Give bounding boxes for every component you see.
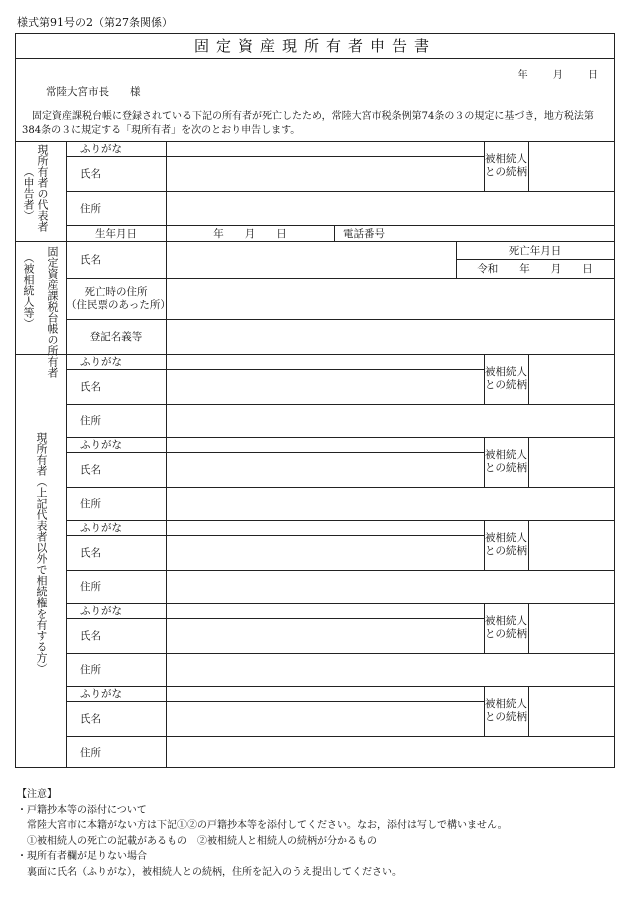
current-owners-section-label: 現所有者（上記代表者以外で相続権を有する方） bbox=[35, 432, 48, 674]
address-at-death-line2: （住民票のあった所） bbox=[66, 298, 171, 311]
death-date-label: 死亡年月日 bbox=[508, 244, 562, 257]
registered-name-label: 登記名義等 bbox=[89, 331, 143, 343]
owner-name-field[interactable] bbox=[166, 701, 484, 736]
note-item-2-text: 裏面に氏名（ふりがな），被相続人との続柄，住所を記入のうえ提出してください。 bbox=[27, 866, 402, 878]
owner-name-label: 氏名 bbox=[80, 464, 101, 476]
owner-address-label: 住所 bbox=[80, 747, 101, 759]
owner-furigana-label: ふりがな bbox=[80, 356, 122, 368]
owner-furigana-field[interactable] bbox=[166, 603, 484, 618]
owner-address-field[interactable] bbox=[166, 736, 614, 769]
owner-name-label: 氏名 bbox=[80, 713, 101, 725]
owner-relation-label: 被相続人との続柄 bbox=[485, 449, 527, 474]
notes-heading: 【注意】 bbox=[17, 789, 57, 800]
owner-name-field[interactable] bbox=[166, 452, 484, 487]
owner-address-label: 住所 bbox=[80, 664, 101, 676]
owner-name-field[interactable] bbox=[166, 535, 484, 570]
owner-furigana-label: ふりがな bbox=[80, 605, 122, 617]
rep-relation-label: 被相続人との続柄 bbox=[485, 153, 527, 178]
owner-name-label: 氏名 bbox=[80, 381, 101, 393]
note-item-1: ・戸籍抄本等の添付について bbox=[17, 804, 147, 816]
intro-text: 固定資産課税台帳に登録されている下記の所有者が死亡したため，常陸大宮市税条例第74条の３の規定に基づき，地方税法第384条の３に規定する「現所有者」を次のとおり申告します。 bbox=[22, 111, 594, 136]
owner-address-label: 住所 bbox=[80, 581, 101, 593]
owner-address-label: 住所 bbox=[80, 498, 101, 510]
owner-furigana-label: ふりがな bbox=[80, 522, 122, 534]
owner-furigana-field[interactable] bbox=[166, 520, 484, 535]
owner-relation-label: 被相続人との続柄 bbox=[485, 366, 527, 391]
rep-address-label: 住所 bbox=[80, 202, 101, 215]
rep-phone-label: 電話番号 bbox=[343, 227, 385, 240]
owner-name-field[interactable] bbox=[166, 618, 484, 653]
owner-name-label: 氏名 bbox=[80, 547, 101, 559]
owner-furigana-label: ふりがな bbox=[80, 688, 122, 700]
form-title: 固定資産現所有者申告書 bbox=[16, 34, 614, 59]
rep-furigana-label: ふりがな bbox=[80, 143, 122, 155]
owner-address-field[interactable] bbox=[166, 570, 614, 603]
note-item-2: ・現所有者欄が足りない場合 bbox=[17, 851, 147, 862]
address-at-death-line1: 死亡時の住所 bbox=[84, 285, 148, 298]
rep-birthdate-label: 生年月日 bbox=[95, 227, 137, 240]
owner-name-field[interactable] bbox=[166, 369, 484, 404]
owner-relation-label: 被相続人との続柄 bbox=[485, 532, 527, 557]
owner-furigana-label: ふりがな bbox=[80, 439, 122, 451]
owner-furigana-field[interactable] bbox=[166, 686, 484, 701]
deceased-section-sub: （被相続人等） bbox=[22, 252, 35, 329]
owner-relation-label: 被相続人との続柄 bbox=[485, 615, 527, 640]
owner-furigana-field[interactable] bbox=[166, 437, 484, 452]
date-line[interactable]: 年 月 日 bbox=[517, 70, 598, 81]
form-number: 様式第91号の2（第27条関係） bbox=[17, 16, 173, 29]
owner-name-label: 氏名 bbox=[80, 630, 101, 642]
owner-address-label: 住所 bbox=[80, 415, 101, 427]
deceased-name-label: 氏名 bbox=[80, 254, 101, 266]
owner-address-field[interactable] bbox=[166, 653, 614, 686]
death-ymd[interactable]: 令和 年 月 日 bbox=[477, 263, 593, 275]
addressee: 常陸大宮市長 様 bbox=[46, 86, 141, 98]
rep-name-label: 氏名 bbox=[80, 168, 101, 180]
note-item-1-sub: ①被相続人の死亡の記載があるもの ②被相続人と相続人の続柄が分かるもの bbox=[27, 835, 377, 847]
deceased-section-label: 固定資産課税台帳の所有者 bbox=[46, 246, 59, 378]
representative-section-label: 現所有者の代表者 bbox=[36, 144, 49, 232]
owner-furigana-field[interactable] bbox=[166, 354, 484, 369]
declaration-form bbox=[15, 33, 615, 768]
owner-address-field[interactable] bbox=[166, 404, 614, 437]
note-item-1-text: 常陸大宮市に本籍がない方は下記①②の戸籍抄本等を添付してください。なお，添付は写しで構いません。 bbox=[27, 820, 508, 831]
address-at-death-label bbox=[66, 278, 171, 319]
owner-address-field[interactable] bbox=[166, 487, 614, 520]
rep-birth-ymd[interactable]: 年 月 日 bbox=[213, 227, 287, 240]
representative-section-sub: （申告者） bbox=[22, 166, 35, 221]
owner-relation-label: 被相続人との続柄 bbox=[485, 698, 527, 723]
notes bbox=[17, 787, 508, 880]
